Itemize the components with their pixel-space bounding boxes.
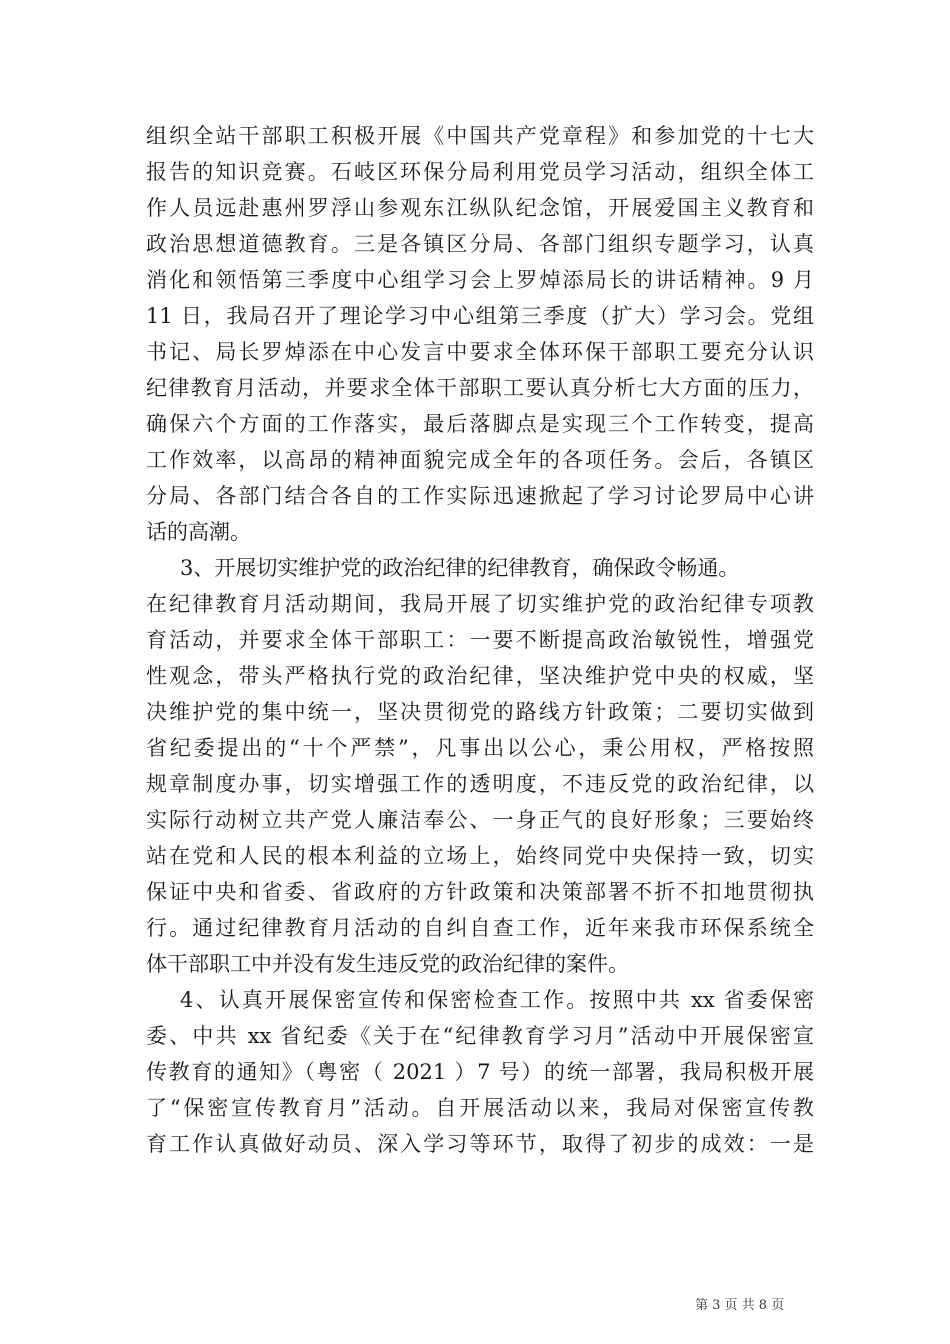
text-line: 性观念，带头严格执行党的政治纪律，坚决维护党中央的权威，坚 — [146, 664, 814, 688]
text-line: 工作效率，以高昂的精神面貌完成全年的各项任务。会后，各镇区 — [146, 448, 814, 472]
text-line: 作人员远赴惠州罗浮山参观东江纵队纪念馆，开展爱国主义教育和 — [146, 196, 814, 220]
text-line: 分局、各部门结合各自的工作实际迅速掀起了学习讨论罗局中心讲 — [146, 484, 814, 508]
text-line: 保证中央和省委、省政府的方针政策和决策部署不折不扣地贯彻执 — [146, 880, 814, 904]
text-line: 省纪委提出的“十个严禁”，凡事出以公心，秉公用权，严格按照 — [146, 736, 814, 760]
text-line: 育活动，并要求全体干部职工：一要不断提高政治敏锐性，增强党 — [146, 628, 814, 652]
page-number-footer: 第 3 页 共 8 页 — [695, 1298, 785, 1313]
body-text — [146, 118, 814, 1162]
text-line: 实际行动树立共产党人廉洁奉公、一身正气的良好形象；三要始终 — [146, 808, 814, 832]
section-heading-4: 4、认真开展保密宣传和保密检查工作。按照中共 xx 省委保密 — [180, 988, 814, 1012]
text-line: 确保六个方面的工作落实，最后落脚点是实现三个工作转变，提高 — [146, 412, 814, 436]
text-line: 行。通过纪律教育月活动的自纠自查工作，近年来我市环保系统全 — [146, 916, 814, 940]
text-line: 11 日，我局召开了理论学习中心组第三季度（扩大）学习会。党组 — [146, 304, 814, 328]
text-line: 规章制度办事，切实增强工作的透明度，不违反党的政治纪律，以 — [146, 772, 814, 796]
text-line: 政治思想道德教育。三是各镇区分局、各部门组织专题学习，认真 — [146, 232, 814, 256]
text-line: 育工作认真做好动员、深入学习等环节，取得了初步的成效：一是 — [146, 1132, 814, 1156]
text-line: 传教育的通知》（粤密（ 2021 ）7 号）的统一部署，我局积极开展 — [146, 1060, 814, 1084]
text-line: 纪律教育月活动，并要求全体干部职工要认真分析七大方面的压力， — [146, 376, 814, 400]
text-line: 在纪律教育月活动期间，我局开展了切实维护党的政治纪律专项教 — [146, 592, 814, 616]
text-line: 话的高潮。 — [146, 520, 251, 544]
text-line: 了“保密宣传教育月”活动。自开展活动以来，我局对保密宣传教 — [146, 1096, 814, 1120]
text-line: 消化和领悟第三季度中心组学习会上罗焯添局长的讲话精神。9 月 — [146, 268, 814, 292]
text-line: 组织全站干部职工积极开展《中国共产党章程》和参加党的十七大 — [146, 124, 814, 148]
text-line: 委、中共 xx 省纪委《关于在“纪律教育学习月”活动中开展保密宣 — [146, 1024, 814, 1048]
text-line: 站在党和人民的根本利益的立场上，始终同党中央保持一致，切实 — [146, 844, 814, 868]
text-line: 报告的知识竞赛。石岐区环保分局利用党员学习活动，组织全体工 — [146, 160, 814, 184]
text-line: 决维护党的集中统一，坚决贯彻党的路线方针政策；二要切实做到 — [146, 700, 814, 724]
section-heading-3: 3、开展切实维护党的政治纪律的纪律教育，确保政令畅通。 — [180, 556, 740, 580]
text-line: 书记、局长罗焯添在中心发言中要求全体环保干部职工要充分认识 — [146, 340, 814, 364]
text-line: 体干部职工中并没有发生违反党的政治纪律的案件。 — [146, 952, 629, 976]
